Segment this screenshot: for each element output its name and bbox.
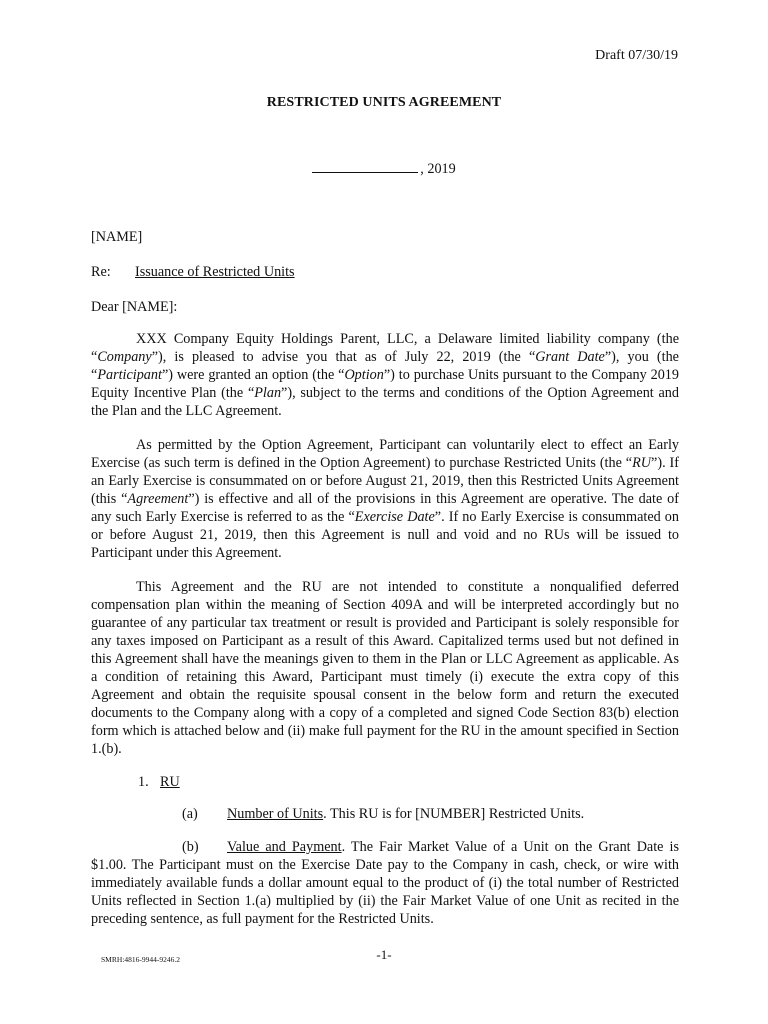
p2-text-4: ”. If no Early Exercise is consummated on or before August 21, 2019, then this Agreement is null and void and no RUs will be issued to Participant under this Agreement. bbox=[91, 509, 679, 561]
defined-term-company: Company bbox=[97, 349, 152, 365]
subsection-a-heading: Number of Units bbox=[227, 806, 324, 822]
p1-text-4: ”) were granted an option (the “ bbox=[161, 367, 345, 383]
re-label: Re: bbox=[91, 264, 111, 280]
date-year: , 2019 bbox=[420, 161, 456, 177]
date-line bbox=[0, 160, 768, 178]
section-title: RU bbox=[160, 774, 180, 790]
defined-term-option: Option bbox=[344, 367, 384, 383]
document-id: SMRH:4816-9944-9246.2 bbox=[101, 955, 180, 964]
section-1-heading bbox=[138, 773, 180, 791]
subsection-a-text: . This RU is for [NUMBER] Restricted Units. bbox=[323, 806, 585, 822]
p2-text-3: ”) is effective and all of the provisions in this Agreement are operative. The date of any such Early Exercise is referred to as the “ bbox=[91, 491, 679, 525]
defined-term-plan: Plan bbox=[254, 385, 282, 401]
early-exercise-paragraph bbox=[91, 436, 679, 562]
subsection-b bbox=[91, 838, 679, 928]
salutation: Dear [NAME]: bbox=[91, 299, 178, 315]
subsection-b-label: (b) bbox=[182, 839, 199, 855]
defined-term-exercise-date: Exercise Date bbox=[354, 509, 435, 525]
defined-term-participant: Participant bbox=[97, 367, 162, 383]
subsection-a-label: (a) bbox=[182, 806, 198, 822]
re-subject: Issuance of Restricted Units bbox=[135, 264, 295, 280]
subsection-b-text: . The Fair Market Value of a Unit on the Grant Date is $1.00. The Participant must on the Exercise Date pay to the Company in cash, check, or wire with immediately available funds a dollar amount equal to the product of (i) the total number of Restricted Units reflected in Section 1.(a) multiplied by (ii) the Fair Market Value of one Unit as recited in the preceding sentence, as full payment for the Restricted Units. bbox=[91, 839, 680, 927]
re-line bbox=[91, 263, 295, 281]
p3-text: This Agreement and the RU are not intended to constitute a nonqualified deferred compensation plan within the meaning of Section 409A and will be interpreted accordingly but no guarantee of any particular tax treatment or result is provided and Participant is solely responsible for any taxes imposed on Participant as a result of this Award. Capitalized terms used but not defined in this Agreement shall have the meanings given to them in the Plan or LLC Agreement as applicable. As a condition of retaining this Award, Participant must timely (i) execute the extra copy of this Agreement and obtain the requisite spousal consent in the below form and return the executed documents to the Company along with a copy of a completed and signed Code Section 83(b) election form which is attached below and (ii) make full payment for the RU in the amount specified in Section 1.(b). bbox=[91, 579, 679, 757]
defined-term-ru: RU bbox=[632, 455, 652, 471]
p1-text-1: XXX Company Equity Holdings Parent, LLC, a Delaware limited liability company (the “ bbox=[91, 331, 679, 365]
date-blank-field bbox=[312, 160, 418, 173]
document-title: RESTRICTED UNITS AGREEMENT bbox=[266, 95, 502, 110]
p1-text-2: ”), is pleased to advise you that as of July 22, 2019 (the “ bbox=[151, 349, 536, 365]
p1-text-5: ”) to purchase Units pursuant to the Company 2019 Equity Incentive Plan (the “ bbox=[91, 367, 679, 401]
recipient-name: [NAME] bbox=[91, 229, 143, 245]
defined-term-grant-date: Grant Date bbox=[535, 349, 605, 365]
section-number: 1. bbox=[138, 774, 149, 790]
intro-paragraph bbox=[91, 330, 679, 420]
subsection-b-heading: Value and Payment bbox=[227, 839, 342, 855]
subsection-a bbox=[182, 805, 679, 823]
draft-date-label: Draft 07/30/19 bbox=[595, 48, 678, 63]
tax-paragraph bbox=[91, 578, 679, 758]
p2-text-1: As permitted by the Option Agreement, Participant can voluntarily elect to effect an Early Exercise (as such term is defined in the Option Agreement) to purchase Restricted Units (the “ bbox=[91, 437, 679, 471]
p1-text-6: ”), subject to the terms and conditions of the Option Agreement and the Plan and the LLC Agreement. bbox=[91, 385, 679, 419]
p2-text-2: ”). If an Early Exercise is consummated on or before August 21, 2019, then this Restricted Units Agreement (this “ bbox=[91, 455, 679, 507]
p1-text-3: ”), you (the “ bbox=[91, 349, 679, 383]
defined-term-agreement: Agreement bbox=[127, 491, 189, 507]
page-number: -1- bbox=[376, 947, 392, 962]
